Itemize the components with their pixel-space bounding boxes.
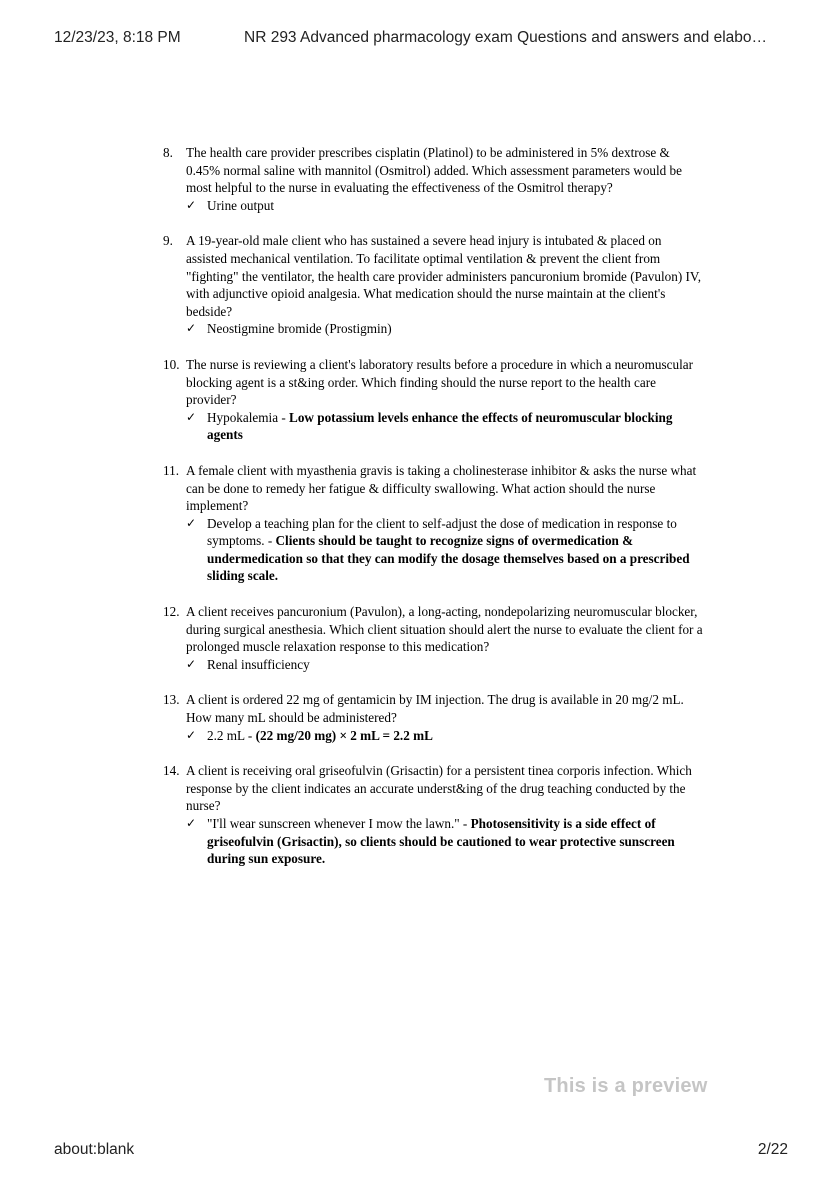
answer-line [186, 320, 703, 338]
question-number: 14. [163, 763, 180, 779]
question-number: 8. [163, 145, 173, 160]
answer-text: Develop a teaching plan for the client to self-adjust the dose of medication in response to symptoms. [207, 515, 677, 549]
checkmark-icon: ✓ [186, 321, 197, 336]
answer-separator: - [264, 533, 276, 549]
question-number: 10. [163, 356, 180, 372]
checkmark-icon: ✓ [186, 816, 197, 830]
checkmark-icon: ✓ [186, 656, 197, 671]
answer-line [186, 815, 703, 868]
answer-explanation: Low potassium levels enhance the effects of neuromuscular blocking agents [207, 409, 673, 443]
question-text: A client is ordered 22 mg of gentamicin by IM injection. The drug is available in 20 mg/2 mL. How many mL should be administered? [186, 692, 684, 726]
question-text: The nurse is reviewing a client's laboratory results before a procedure in which a neuromuscular blocking agent is a st&ing order. Which finding should the nurse report to the health care provider? [186, 356, 693, 408]
answer-line [186, 409, 703, 444]
print-header-date: 12/23/23, 8:18 PM [54, 29, 181, 46]
question-number: 12. [163, 604, 180, 620]
question-item [163, 762, 703, 868]
document-body [163, 144, 703, 886]
question-text: A client receives pancuronium (Pavulon), a long-acting, nondepolarizing neuromuscular blocker, during surgical anesthesia. Which client situation should alert the nurse to evaluate the client for a prolonged muscle relaxation response to this medication? [186, 604, 703, 655]
answer-text: Neostigmine bromide (Prostigmin) [207, 321, 392, 337]
question-number: 9. [163, 233, 173, 249]
question-item [163, 462, 703, 585]
answer-text: Urine output [207, 197, 275, 213]
preview-watermark: This is a preview [544, 1075, 708, 1097]
question-item [163, 232, 703, 338]
answer-explanation: Photosensitivity is a side effect of griseofulvin (Grisactin), so clients should be cautioned to wear protective sunscreen during sun exposure. [207, 816, 675, 867]
question-item [163, 356, 703, 444]
answer-text: 2.2 mL [207, 727, 245, 743]
question-text: A client is receiving oral griseofulvin (Grisactin) for a persistent tinea corporis infection. Which response by the client indicates an accurate underst&ing of the drug teaching conducted by the nurse? [186, 763, 692, 814]
question-item [163, 603, 703, 673]
question-item [163, 144, 703, 214]
answer-explanation: (22 mg/20 mg) × 2 mL = 2.2 mL [255, 727, 433, 743]
question-number: 11. [163, 462, 179, 478]
checkmark-icon: ✓ [186, 515, 197, 530]
answer-separator: - [459, 816, 471, 831]
print-footer-page-number: 2/22 [757, 1141, 788, 1158]
answer-line [186, 197, 703, 215]
answer-line [186, 656, 703, 674]
question-item [163, 691, 703, 744]
answer-separator: - [244, 727, 256, 743]
answer-line [186, 515, 703, 585]
question-text: A 19-year-old male client who has sustained a severe head injury is intubated & placed on assisted mechanical ventilation. To facilitate optimal ventilation & prevent the client from "fighting" the ventilator, the health care provider administers pancuronium bromide (Pavulon) IV, with adjunctive opioid analgesia. What medication should the nurse maintain at the client's bedside? [186, 233, 702, 319]
checkmark-icon: ✓ [186, 409, 197, 424]
question-number: 13. [163, 692, 180, 708]
answer-separator: - [278, 409, 290, 425]
print-footer-url: about:blank [54, 1141, 135, 1158]
answer-line [186, 727, 703, 745]
question-text: The health care provider prescribes cisplatin (Platinol) to be administered in 5% dextrose & 0.45% normal saline with mannitol (Osmitrol) added. Which assessment parameters would be most helpful to the nurse in evaluating the effectiveness of the Osmitrol therapy? [186, 145, 683, 196]
print-header-title: NR 293 Advanced pharmacology exam Questions and answers and elabo… [244, 29, 768, 46]
answer-text: Hypokalemia [207, 409, 279, 425]
question-text: A female client with myasthenia gravis is taking a cholinesterase inhibitor & asks the nurse what can be done to remedy her fatigue & difficulty swallowing. What action should the nurse implement? [186, 462, 697, 514]
checkmark-icon: ✓ [186, 727, 197, 742]
answer-text: "I'll wear sunscreen whenever I mow the lawn." [207, 816, 460, 831]
checkmark-icon: ✓ [186, 197, 197, 212]
answer-text: Renal insufficiency [207, 656, 310, 672]
answer-explanation: Clients should be taught to recognize signs of overmedication & undermedication so that they can modify the dosage themselves based on a prescribed sliding scale. [207, 533, 690, 584]
